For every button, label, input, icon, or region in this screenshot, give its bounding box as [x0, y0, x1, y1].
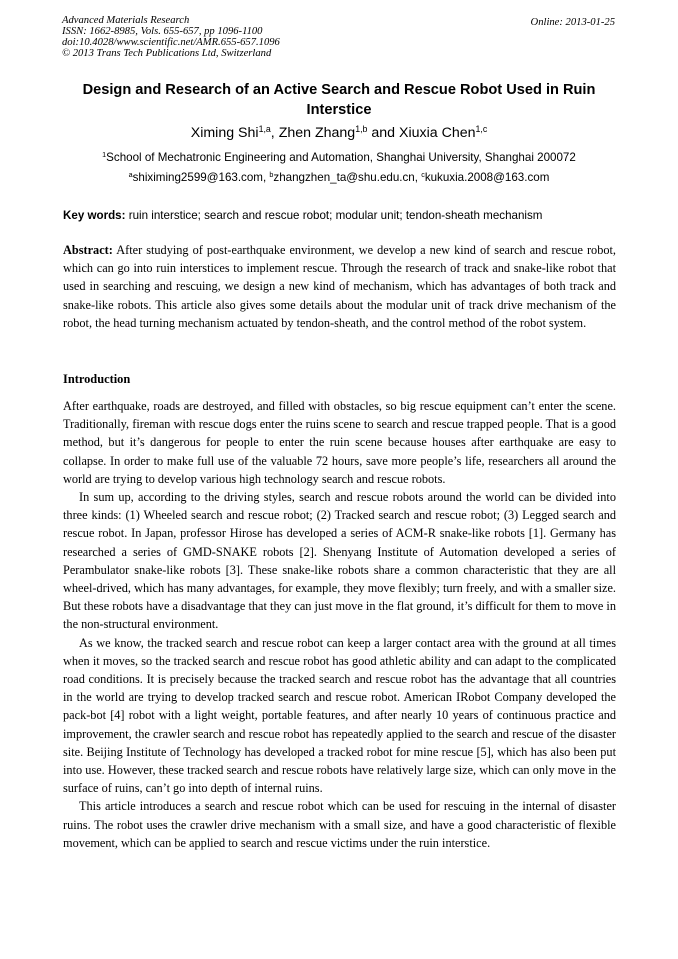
copyright-line: © 2013 Trans Tech Publications Ltd, Switzerland	[62, 48, 272, 59]
keywords-text: ruin interstice; search and rescue robot; modular unit; tendon-sheath mechanism	[125, 209, 543, 222]
keywords-label: Key words:	[63, 209, 126, 222]
author-name: Ximing Shi	[190, 125, 259, 141]
email-mark: a	[128, 170, 133, 180]
introduction-body	[63, 397, 616, 852]
email-address[interactable]: kukuxia.2008@163.com	[424, 171, 550, 184]
affiliation-text: School of Mechatronic Engineering and Automation, Shanghai University, Shanghai 200072	[106, 151, 576, 164]
author-name: Xiuxia Chen	[399, 125, 476, 141]
email-list	[62, 171, 616, 184]
paragraph: This article introduces a search and rescue robot which can be used for rescuing in the internal of disaster ruins. The robot uses the crawler drive mechanism with a small size, and have a good characteristic of flexible movement, which can be applied to search and rescue victims under the ruin interstice.	[63, 799, 616, 850]
keywords	[63, 209, 617, 222]
email-mark: c	[421, 170, 425, 180]
affiliation	[62, 151, 616, 164]
paragraph: In sum up, according to the driving styles, search and rescue robots around the world can be divided into three kinds: (1) Wheeled search and rescue robot; (2) Tracked search and rescue robot; (3) Legged search and rescue robot. In Japan, professor Hirose has developed a series of ACM-R snake-like robots [1]. Germany has researched a series of GMD-SNAKE robots [2]. Shenyang Institute of Automation developed a series of Perambulator snake-like robots [3]. These snake-like robots share a common characteristic that they are all wheel-drived, which has many advantages, for example, they move flexibly; turn freely, and with a smaller size. But these robots have a disadvantage that they can just move in the flat ground, it’s difficult for them to move in the non-structural environment.	[63, 490, 616, 632]
email-address[interactable]: shiximing2599@163.com	[132, 171, 263, 184]
author-affil-mark: 1,c	[475, 124, 488, 135]
author-affil-mark: 1,a	[258, 124, 271, 135]
online-date: Online: 2013-01-25	[530, 17, 615, 28]
doi-link[interactable]: doi:10.4028/www.scientific.net/AMR.655-657.1096	[62, 37, 280, 48]
abstract	[63, 241, 616, 332]
email-mark: b	[269, 170, 274, 180]
issn-line: ISSN: 1662-8985, Vols. 655-657, pp 1096-1100	[62, 26, 263, 37]
author-affil-mark: 1,b	[355, 124, 368, 135]
journal-name: Advanced Materials Research	[62, 15, 190, 26]
author-separator: and	[367, 125, 399, 141]
paragraph: After earthquake, roads are destroyed, and filled with obstacles, so big rescue equipment can’t enter the scene. Traditionally, fireman with rescue dogs enter the ruins scene to search and rescue trapped people. That is a good method, but it’s dangerous for people to enter the ruin scene because houses after earthquake are easy to collapse. In order to make full use of the valuable 72 hours, save more people’s life, researchers all around the world are trying to develop various high technology search and rescue robots.	[63, 399, 616, 486]
email-separator: ,	[262, 171, 270, 184]
paragraph: As we know, the tracked search and rescue robot can keep a larger contact area with the ground at all times when it moves, so the tracked search and rescue robot has good athletic ability and can adapt to the complicated road conditions. It is precisely because the tracked search and rescue robot has the advantage that all countries in the world are trying to develop tracked search and rescue robot. American IRobot Company developed the pack-bot [4] robot with a light weight, portable features, and after nearly 10 years of continuous practice and improvement, the crawler search and rescue robot has repeatedly applied to the search and rescue of the disaster site. Beijing Institute of Technology has developed a tracked robot for mine rescue [5], which has also been put into use. However, these tracked search and rescue robots have relatively large size, which can only move in the surface of ruins, can’t go into depth of internal ruins.	[63, 635, 616, 796]
author-separator: ,	[270, 125, 279, 141]
email-address[interactable]: zhangzhen_ta@shu.edu.cn	[273, 171, 415, 184]
email-separator: ,	[414, 171, 422, 184]
affiliation-mark: 1	[102, 150, 107, 160]
paper-title: Design and Research of an Active Search and Rescue Robot Used in Ruin Interstice	[82, 82, 596, 118]
abstract-label: Abstract:	[63, 243, 113, 257]
section-heading-introduction: Introduction	[63, 372, 131, 386]
author-list	[62, 125, 616, 141]
abstract-text: After studying of post-earthquake environment, we develop a new kind of search and rescue robot, which can go into ruin interstices to implement rescue. Through the research of track and snake-like robot that used in searching and rescuing, we design a new kind of mechanism, which has advantages of both track and snake-like robots. This article also gives some details about the modular unit of track drive mechanism of the robot, the head turning mechanism actuated by tendon-sheath, and the control method of the robot system.	[63, 243, 616, 330]
author-name: Zhen Zhang	[278, 125, 356, 141]
